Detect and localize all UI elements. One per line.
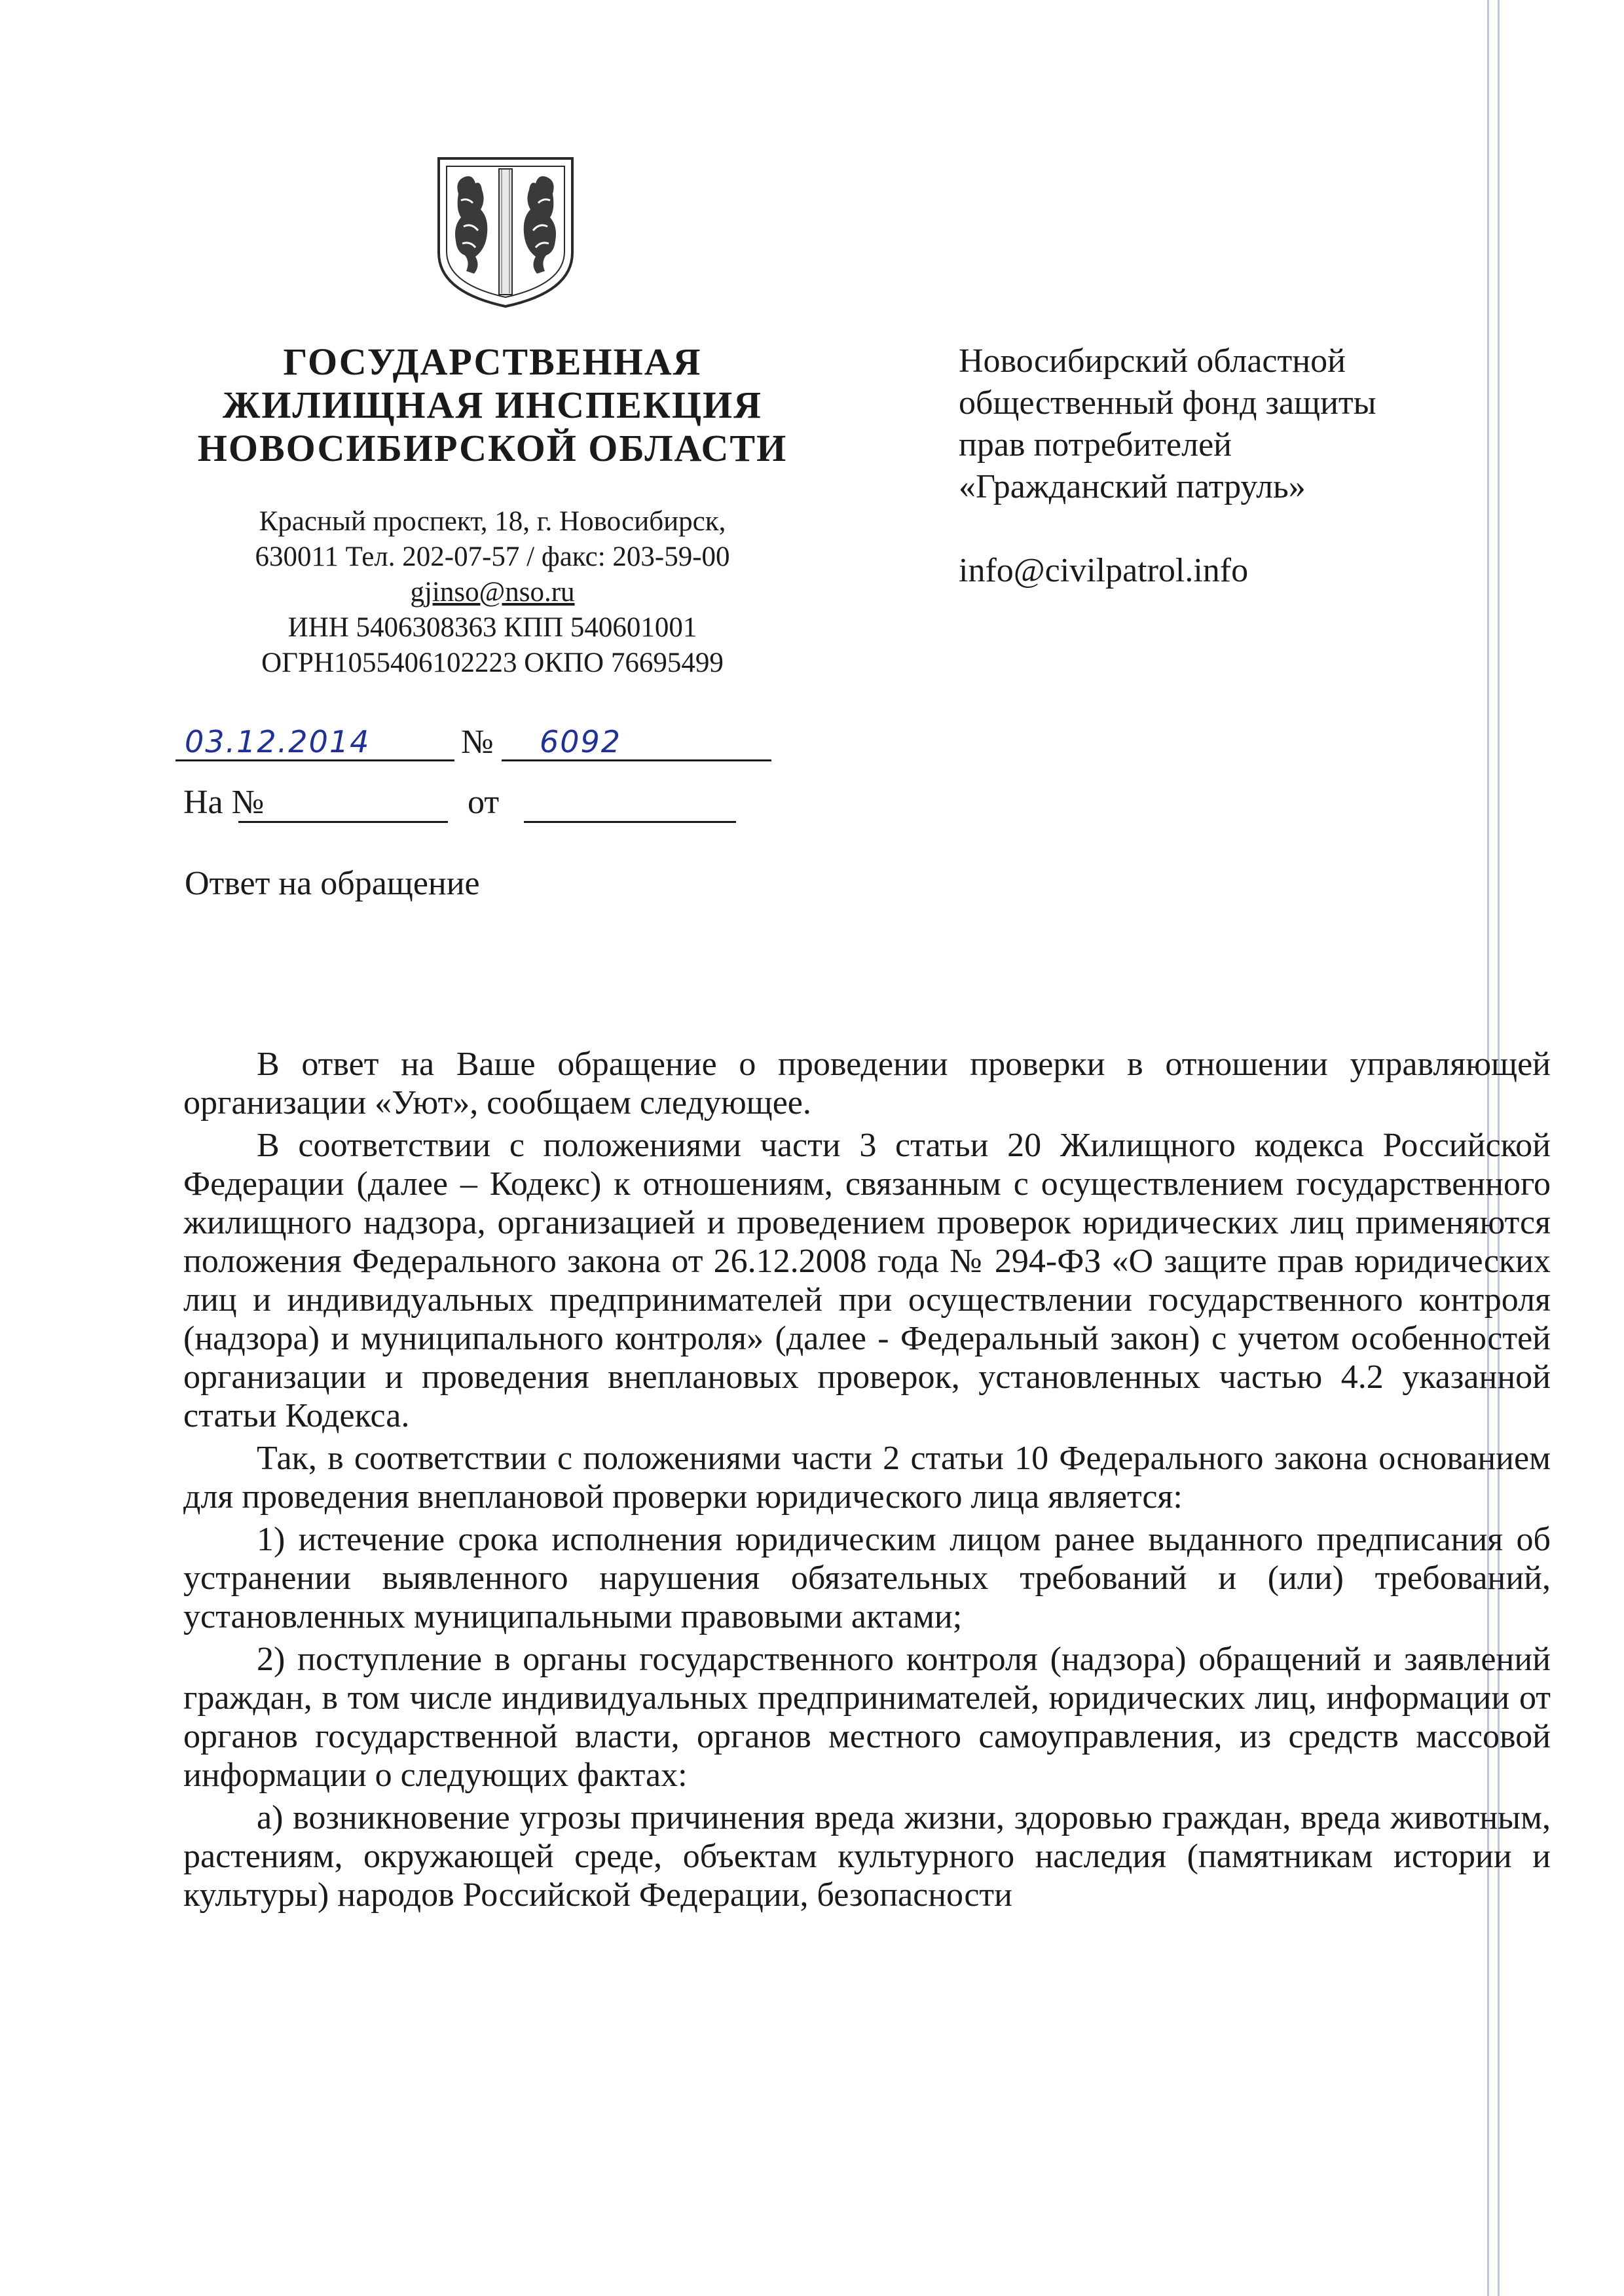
from-label: от bbox=[468, 784, 500, 821]
recipient-line: прав потребителей bbox=[959, 426, 1232, 464]
sender-address bbox=[172, 504, 813, 681]
reply-number-fill-line bbox=[238, 821, 448, 823]
number-fill-line bbox=[502, 759, 771, 761]
sender-phone-fax: 630011 Тел. 202-07-57 / факс: 203-59-00 bbox=[255, 541, 730, 572]
number-sign: № bbox=[461, 723, 494, 761]
sender-org-name: ГОСУДАРСТВЕННАЯ bbox=[283, 340, 702, 383]
reply-to-row bbox=[175, 783, 784, 826]
sender-inn-kpp: ИНН 5406308363 КПП 540601001 bbox=[287, 612, 697, 643]
registration-number: 6092 bbox=[540, 724, 622, 759]
recipient-line: Новосибирский областной bbox=[959, 342, 1346, 380]
registration-date: 03.12.2014 bbox=[185, 724, 371, 759]
coat-of-arms-emblem bbox=[435, 155, 576, 309]
sender-block bbox=[172, 340, 813, 681]
reply-to-label: На № bbox=[183, 784, 265, 821]
registration-row bbox=[175, 723, 784, 766]
body-paragraph: 1) истечение срока исполнения юридическим лицом ранее выданного предписания об устранении выявленного нарушения обязательных требований и (или) требований, установленных муниципальными правовыми актами; bbox=[183, 1521, 1551, 1635]
recipient-line: общественный фонд защиты bbox=[959, 384, 1376, 422]
body-paragraph: а) возникновение угрозы причинения вреда жизни, здоровью граждан, вреда животным, растениям, окружающей среде, объектам культурного наследия (памятникам истории и культуры) народов Российской Федерации, безопасности bbox=[183, 1799, 1551, 1914]
sender-org-name: НОВОСИБИРСКОЙ ОБЛАСТИ bbox=[197, 427, 788, 469]
date-fill-line bbox=[175, 759, 454, 761]
recipient-email: info@civilpatrol.info bbox=[959, 552, 1249, 589]
sender-address-line: Красный проспект, 18, г. Новосибирск, bbox=[259, 506, 726, 537]
recipient-block bbox=[959, 340, 1456, 592]
recipient-line: «Гражданский патруль» bbox=[959, 468, 1306, 505]
sender-email-link[interactable]: gjinso@nso.ru bbox=[410, 577, 575, 608]
body-paragraph: В ответ на Ваше обращение о проведении проверки в отношении управляющей организации «Уют», сообщаем следующее. bbox=[183, 1046, 1551, 1121]
body-paragraph: 2) поступление в органы государственного контроля (надзора) обращений и заявлений граждан, в том числе индивидуальных предпринимателей, юридических лиц, информации от органов государственной власти, органов местного самоуправления, из средств массовой информации о следующих фактах: bbox=[183, 1641, 1551, 1794]
subject-line: Ответ на обращение bbox=[185, 865, 480, 902]
body-paragraph: В соответствии с положениями части 3 статьи 20 Жилищного кодекса Российской Федерации (далее – Кодекс) к отношениям, связанным с осуществлением государственного жилищного надзора, организацией и проведением проверок юридических лиц применяются положения Федерального закона от 26.12.2008 года № 294-ФЗ «О защите прав юридических лиц и индивидуальных предпринимателей при осуществлении государственного контроля (надзора) и муниципального контроля» (далее - Федеральный закон) с учетом особенностей организации и проведения внеплановых проверок, установленных частью 4.2 указанной статьи Кодекса. bbox=[183, 1127, 1551, 1434]
sender-org-name: ЖИЛИЩНАЯ ИНСПЕКЦИЯ bbox=[223, 384, 762, 426]
sender-ogrn-okpo: ОГРН1055406102223 ОКПО 76695499 bbox=[261, 647, 724, 678]
letter-body bbox=[183, 1045, 1551, 1918]
body-paragraph: Так, в соответствии с положениями части 2 статьи 10 Федерального закона основанием для проведения внеплановой проверки юридического лица является: bbox=[183, 1440, 1551, 1516]
reply-date-fill-line bbox=[524, 821, 736, 823]
